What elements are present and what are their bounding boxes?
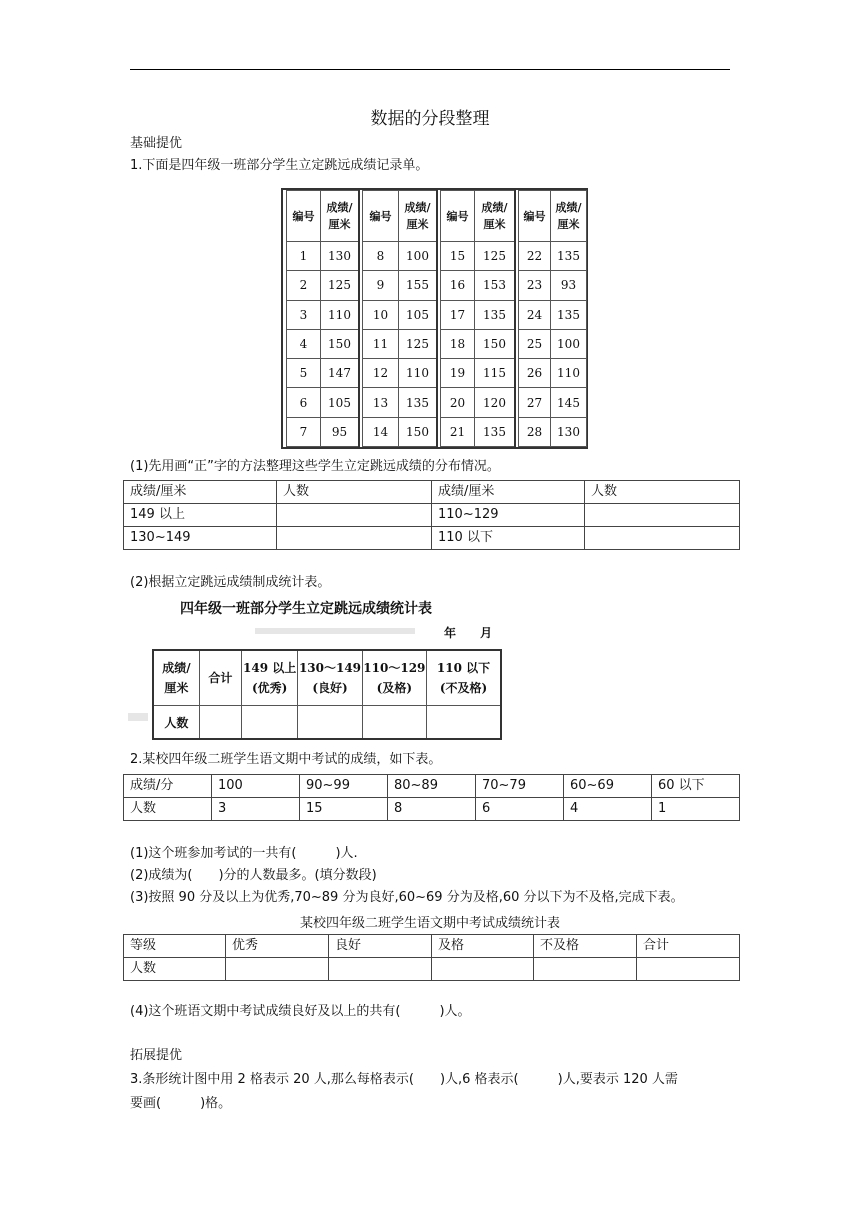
grade-table xyxy=(123,934,740,981)
header-id: 编号 xyxy=(287,191,321,242)
tally-range: 110~129 xyxy=(432,504,585,527)
score-count: 4 xyxy=(564,798,652,821)
question-2-part-4: (4)这个班语文期中考试成绩良好及以上的共有( )人。 xyxy=(130,1004,471,1019)
stats-table-title: 四年级一班部分学生立定跳远成绩统计表 xyxy=(180,601,432,617)
stats-header-score: 成绩/ 厘米 xyxy=(153,650,199,706)
grade-blank-cell[interactable] xyxy=(637,958,740,981)
block-divider xyxy=(436,190,438,447)
scan-smudge xyxy=(128,713,148,721)
score-count: 3 xyxy=(212,798,300,821)
question-1-part-2: (2)根据立定跳远成绩制成统计表。 xyxy=(130,575,331,590)
question-2-part-3: (3)按照 90 分及以上为优秀,70~89 分为良好,60~69 分为及格,60 分以下为不及格,完成下表。 xyxy=(130,890,684,905)
section-heading-extended: 拓展提优 xyxy=(130,1048,183,1063)
tally-blank-cell[interactable] xyxy=(277,504,432,527)
score-count: 8 xyxy=(388,798,476,821)
score-count: 6 xyxy=(476,798,564,821)
tally-blank-cell[interactable] xyxy=(585,504,740,527)
question-3-line-1: 3.条形统计图中用 2 格表示 20 人,那么每格表示( )人,6 格表示( )人,要表示 120 人需 xyxy=(130,1072,678,1087)
question-2-part-2: (2)成绩为( )分的人数最多。(填分数段) xyxy=(130,868,377,883)
stats-header-fail: 110 以下 (不及格) xyxy=(427,650,501,706)
grade-header: 及格 xyxy=(432,935,534,958)
score-header: 70~79 xyxy=(476,775,564,798)
score-header: 100 xyxy=(212,775,300,798)
grade-header: 合计 xyxy=(637,935,740,958)
chinese-score-table xyxy=(123,774,740,821)
score-header: 60~69 xyxy=(564,775,652,798)
stats-blank-cell[interactable] xyxy=(298,706,362,740)
record-block-2: 编号 成绩/ 厘米 8 100 9 155 10 105 11 125 12 110 13 135 14 150 xyxy=(362,190,436,447)
grade-blank-cell[interactable] xyxy=(329,958,432,981)
stats-header-good: 130～149 (良好) xyxy=(298,650,362,706)
stats-blank-cell[interactable] xyxy=(199,706,241,740)
stats-blank-cell[interactable] xyxy=(242,706,298,740)
score-count: 15 xyxy=(300,798,388,821)
tally-header-count: 人数 xyxy=(585,481,740,504)
section-heading-basic: 基础提优 xyxy=(130,136,183,151)
grade-header: 不及格 xyxy=(534,935,637,958)
question-2-part-1: (1)这个班参加考试的一共有( )人. xyxy=(130,846,358,861)
score-header: 60 以下 xyxy=(652,775,740,798)
block-divider xyxy=(514,190,516,447)
grade-header: 优秀 xyxy=(226,935,329,958)
page-title: 数据的分段整理 xyxy=(370,109,490,129)
tally-range: 110 以下 xyxy=(432,527,585,550)
header-score: 成绩/ 厘米 xyxy=(321,191,359,242)
tally-blank-cell[interactable] xyxy=(585,527,740,550)
grade-header: 等级 xyxy=(124,935,226,958)
grade-blank-cell[interactable] xyxy=(432,958,534,981)
score-header: 90~99 xyxy=(300,775,388,798)
stats-row-label: 人数 xyxy=(153,706,199,740)
tally-header-score: 成绩/厘米 xyxy=(432,481,585,504)
tally-range: 149 以上 xyxy=(124,504,277,527)
stats-header-total: 合计 xyxy=(199,650,241,706)
tally-header-score: 成绩/厘米 xyxy=(124,481,277,504)
score-header: 80~89 xyxy=(388,775,476,798)
record-block-1: 编号 成绩/ 厘米 1 130 2 125 3 110 4 150 5 147 6 105 7 95 xyxy=(286,190,358,447)
jump-record-table xyxy=(281,188,588,449)
score-count: 人数 xyxy=(124,798,212,821)
tally-table xyxy=(123,480,740,550)
question-3-line-2: 要画( )格。 xyxy=(130,1096,232,1111)
tally-header-count: 人数 xyxy=(277,481,432,504)
grade-row-label: 人数 xyxy=(124,958,226,981)
stats-table-date: 年 月 xyxy=(444,626,493,640)
question-1-part-1: (1)先用画“正”字的方法整理这些学生立定跳远成绩的分布情况。 xyxy=(130,459,500,474)
grade-blank-cell[interactable] xyxy=(534,958,637,981)
score-count: 1 xyxy=(652,798,740,821)
stats-header-pass: 110～129 (及格) xyxy=(362,650,426,706)
question-2-stem: 2.某校四年级二班学生语文期中考试的成绩，如下表。 xyxy=(130,752,442,767)
stats-blank-cell[interactable] xyxy=(427,706,501,740)
jump-stats-table xyxy=(152,649,502,740)
stats-blank-cell[interactable] xyxy=(362,706,426,740)
record-block-3: 编号 成绩/ 厘米 15 125 16 153 17 135 18 150 19 115 20 120 21 135 xyxy=(440,190,514,447)
scan-smudge xyxy=(255,628,415,634)
score-header: 成绩/分 xyxy=(124,775,212,798)
block-divider xyxy=(358,190,360,447)
tally-blank-cell[interactable] xyxy=(277,527,432,550)
header-rule xyxy=(130,69,730,70)
grade-header: 良好 xyxy=(329,935,432,958)
stats-header-excellent: 149 以上 (优秀) xyxy=(242,650,298,706)
question-1-stem: 1.下面是四年级一班部分学生立定跳远成绩记录单。 xyxy=(130,158,429,173)
tally-range: 130~149 xyxy=(124,527,277,550)
grade-table-title: 某校四年级二班学生语文期中考试成绩统计表 xyxy=(299,916,560,931)
grade-blank-cell[interactable] xyxy=(226,958,329,981)
record-block-4: 编号 成绩/ 厘米 22 135 23 93 24 135 25 100 26 110 27 145 28 130 xyxy=(518,190,586,447)
